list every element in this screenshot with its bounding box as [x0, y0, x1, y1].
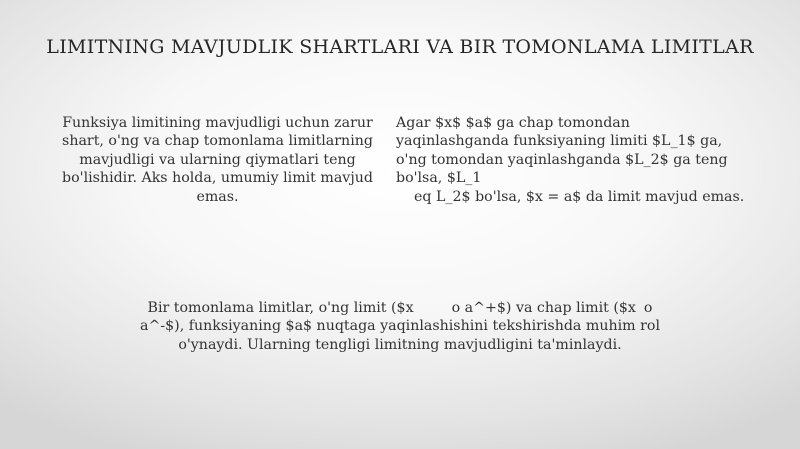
right-paragraph: [396, 114, 746, 206]
bottom-paragraph: [130, 299, 670, 354]
right-paragraph-line1: Agar $x$ $a$ ga chap tomondan yaqinlashganda funksiyaning limiti $L_1$ ga, o'ng tomondan yaqinlashganda $L_2$ ga teng bo'lsa, $L_1: [396, 115, 728, 187]
bottom-paragraph-part3: o a^-$), funksiyaning $a$ nuqtaga yaqinlashishini tekshirishda muhim rol o'ynaydi. Ularning tengligi limitning mavjudligini ta'minlaydi.: [140, 300, 660, 353]
bottom-paragraph-part2: o a^+$) va chap limit ($x: [451, 300, 636, 316]
right-paragraph-line2: eq L_2$ bo'lsa, $x = a$ da limit mavjud emas.: [414, 188, 745, 205]
left-paragraph: Funksiya limitining mavjudligi uchun zarur shart, o'ng va chap tomonlama limitlarning mavjudligi va ularning qiymatlari teng bo'lishidir. Aks holda, umumiy limit mavjud emas.: [62, 115, 373, 205]
bottom-paragraph-part1: Bir tomonlama limitlar, o'ng limit ($x: [147, 300, 414, 316]
slide-title: LIMITNING MAVJUDLIK SHARTLARI VA BIR TOMONLAMA LIMITLAR: [46, 36, 754, 58]
